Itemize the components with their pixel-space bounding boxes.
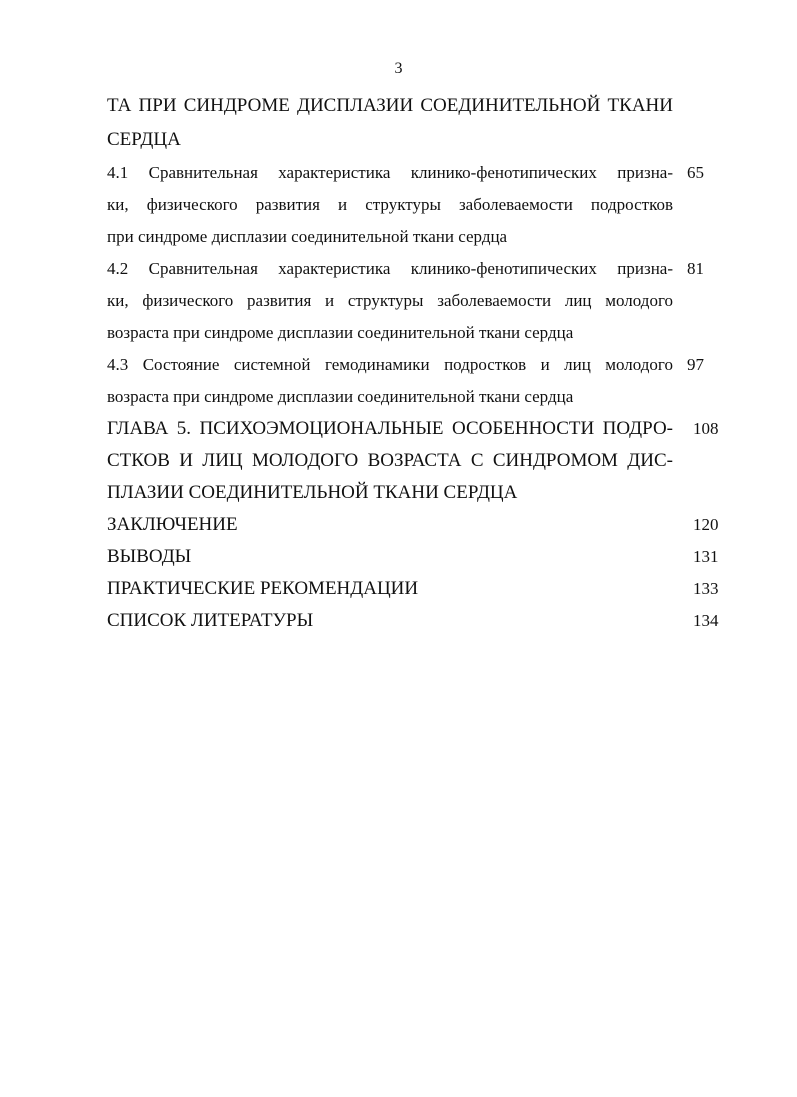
toc-entry-conclusion	[107, 509, 717, 541]
page-number: 3	[394, 60, 403, 77]
toc-entry-section-4-3	[107, 349, 717, 413]
toc-line: ки, физического развития и структуры заболеваемости лиц молодого	[107, 291, 673, 310]
toc-entry-text	[107, 605, 673, 637]
toc-page-number: 65	[687, 163, 704, 182]
toc-page-number: 81	[687, 259, 704, 278]
toc-entry-findings	[107, 541, 717, 573]
toc-entry-chapter-4-continuation	[107, 89, 717, 157]
toc-line: 4.1 Сравнительная характеристика клинико-фенотипических призна-	[107, 163, 673, 182]
toc-entry-text	[107, 573, 673, 605]
toc-page-number: 108	[693, 419, 719, 438]
toc-page-number: 120	[693, 515, 719, 534]
toc-entry-text	[107, 509, 673, 541]
toc-entry-text	[107, 157, 673, 253]
toc-line: ТА ПРИ СИНДРОМЕ ДИСПЛАЗИИ СОЕДИНИТЕЛЬНОЙ ТКАНИ	[107, 95, 673, 116]
toc-entry-recommendations	[107, 573, 717, 605]
toc-entry-text	[107, 349, 673, 413]
toc-line: СЕРДЦА	[107, 129, 181, 150]
toc-entry-section-4-2	[107, 253, 717, 349]
toc-line: СТКОВ И ЛИЦ МОЛОДОГО ВОЗРАСТА С СИНДРОМОМ ДИС-	[107, 450, 673, 471]
toc-page-number: 97	[687, 355, 704, 374]
toc-line: ПРАКТИЧЕСКИЕ РЕКОМЕНДАЦИИ	[107, 578, 419, 599]
toc-page-number: 134	[693, 611, 719, 630]
toc-entry-chapter-5	[107, 413, 717, 509]
toc-line: возраста при синдроме дисплазии соединительной ткани сердца	[107, 323, 574, 342]
toc-page-number: 133	[693, 579, 719, 598]
toc-entry-text	[107, 541, 673, 573]
toc-line: 4.2 Сравнительная характеристика клинико-фенотипических призна-	[107, 259, 673, 278]
toc-entry-section-4-1	[107, 157, 717, 253]
toc-page-number: 131	[693, 547, 719, 566]
toc-line: СПИСОК ЛИТЕРАТУРЫ	[107, 610, 314, 631]
toc-line: ГЛАВА 5. ПСИХОЭМОЦИОНАЛЬНЫЕ ОСОБЕННОСТИ ПОДРО-	[107, 418, 673, 439]
toc-line: ВЫВОДЫ	[107, 546, 192, 567]
toc-line: при синдроме дисплазии соединительной ткани сердца	[107, 227, 508, 246]
toc-entry-references	[107, 605, 717, 637]
toc-entry-text	[107, 253, 673, 349]
toc-entry-text	[107, 89, 673, 157]
toc-line: ки, физического развития и структуры заболеваемости подростков	[107, 195, 673, 214]
toc-line: 4.3 Состояние системной гемодинамики подростков и лиц молодого	[107, 355, 673, 374]
toc-line: возраста при синдроме дисплазии соединительной ткани сердца	[107, 387, 574, 406]
toc-line: ПЛАЗИИ СОЕДИНИТЕЛЬНОЙ ТКАНИ СЕРДЦА	[107, 482, 518, 503]
table-of-contents	[107, 89, 717, 637]
toc-entry-text	[107, 413, 673, 509]
toc-line: ЗАКЛЮЧЕНИЕ	[107, 514, 238, 535]
